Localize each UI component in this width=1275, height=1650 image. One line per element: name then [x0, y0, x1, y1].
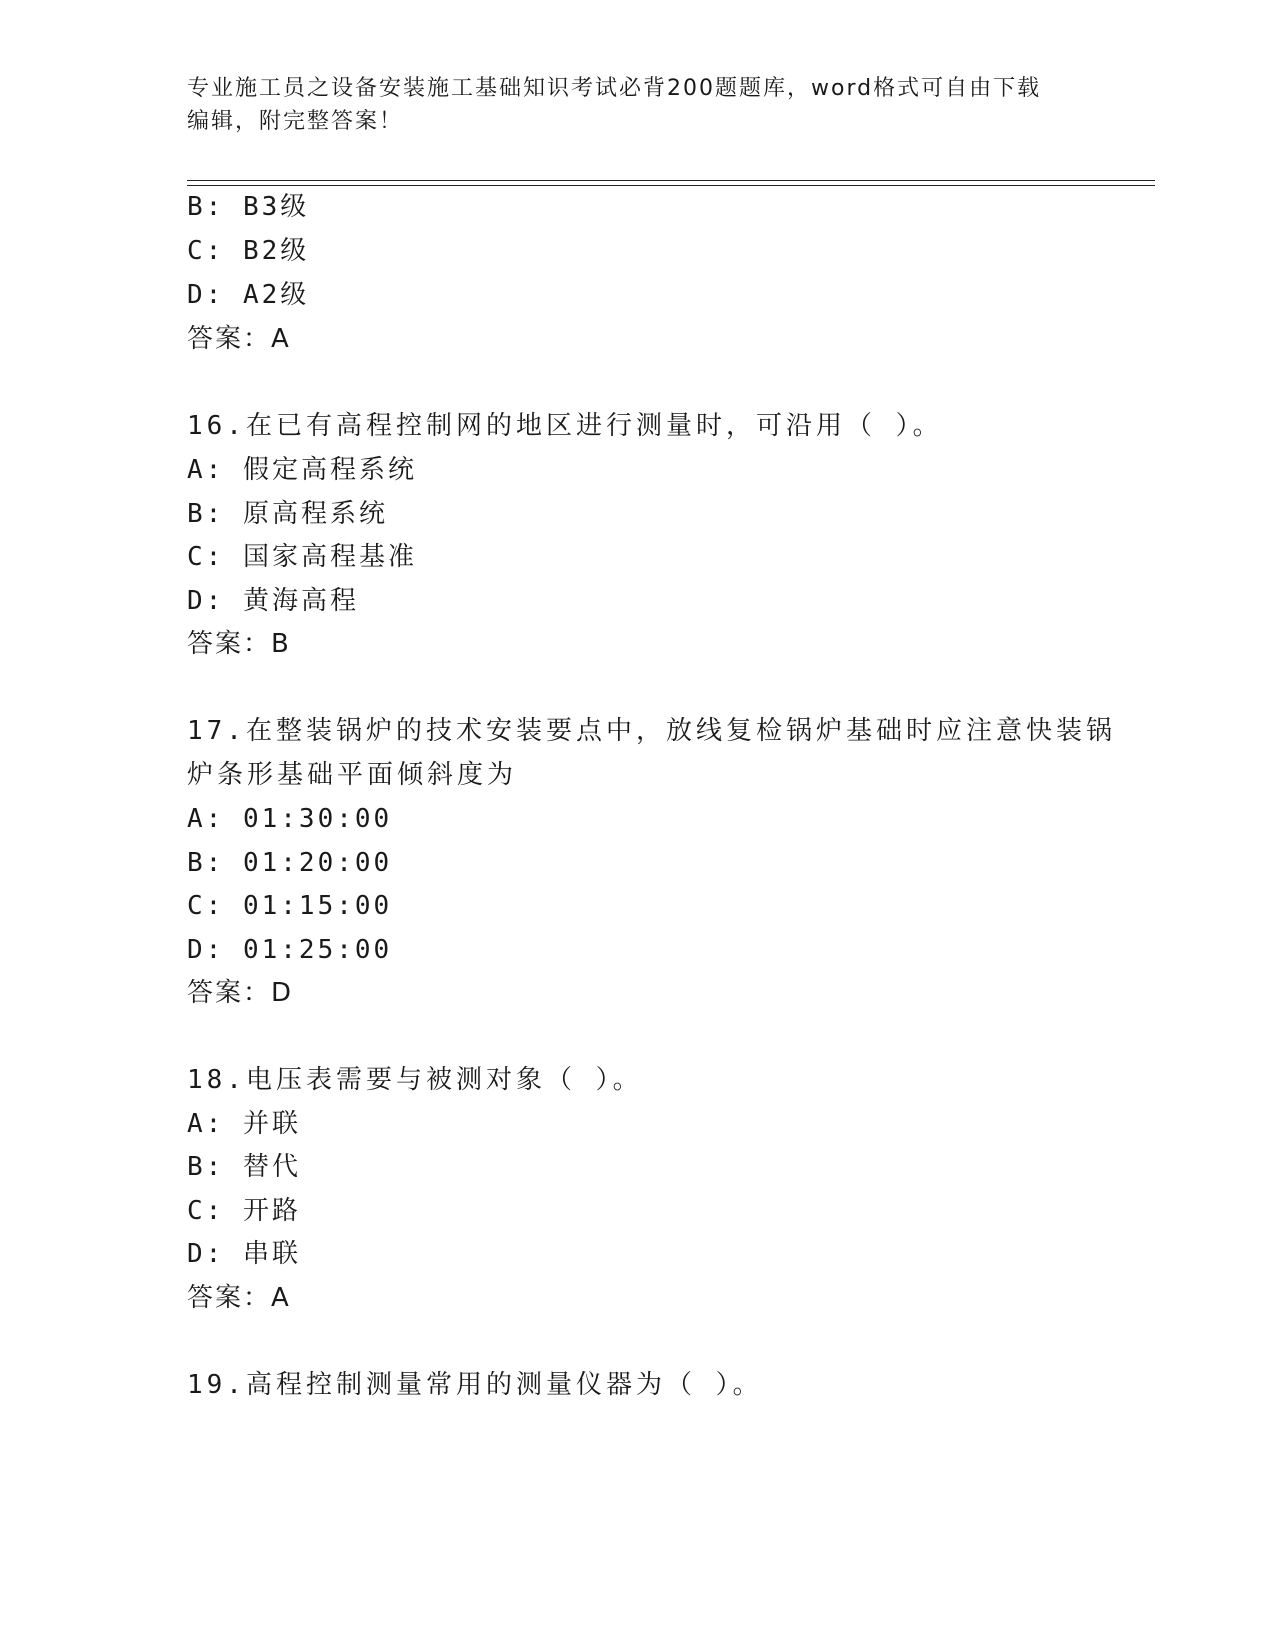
- option-c: C: B2级: [187, 236, 310, 266]
- q18-option-d: D: 串联: [187, 1239, 301, 1269]
- question-19: 19.高程控制测量常用的测量仪器为（ ）。: [187, 1370, 763, 1400]
- header-rule-bottom: [187, 185, 1155, 186]
- header-rule-top: [187, 180, 1155, 181]
- document-header: [187, 72, 1087, 138]
- q16-option-b: B: 原高程系统: [187, 499, 388, 529]
- question-17-line-2: 炉条形基础平面倾斜度为: [187, 760, 518, 790]
- header-line-1: 专业施工员之设备安装施工基础知识考试必背200题题库，word格式可自由下载: [187, 76, 1042, 101]
- q18-option-b: B: 替代: [187, 1152, 301, 1182]
- question-16: 16.在已有高程控制网的地区进行测量时，可沿用（ ）。: [187, 411, 943, 441]
- header-line-2: 编辑，附完整答案！: [187, 109, 404, 134]
- q17-option-a: A: 01:30:00: [187, 804, 393, 834]
- q17-option-b: B: 01:20:00: [187, 848, 393, 878]
- q17-option-d: D: 01:25:00: [187, 935, 393, 965]
- q16-option-c: C: 国家高程基准: [187, 542, 417, 572]
- option-b: B: B3级: [187, 192, 310, 222]
- q18-option-a: A: 并联: [187, 1109, 301, 1139]
- q18-option-c: C: 开路: [187, 1196, 301, 1226]
- q16-option-a: A: 假定高程系统: [187, 455, 417, 485]
- q17-option-c: C: 01:15:00: [187, 891, 393, 921]
- answer: 答案：A: [187, 324, 291, 354]
- option-d: D: A2级: [187, 280, 310, 310]
- question-17-line-1: 17.在整装锅炉的技术安装要点中，放线复检锅炉基础时应注意快装锅: [187, 716, 1116, 746]
- q16-option-d: D: 黄海高程: [187, 586, 359, 616]
- question-18: 18.电压表需要与被测对象（ ）。: [187, 1065, 643, 1095]
- q17-answer: 答案：D: [187, 978, 294, 1008]
- q18-answer: 答案：A: [187, 1283, 291, 1313]
- q16-answer: 答案：B: [187, 629, 291, 659]
